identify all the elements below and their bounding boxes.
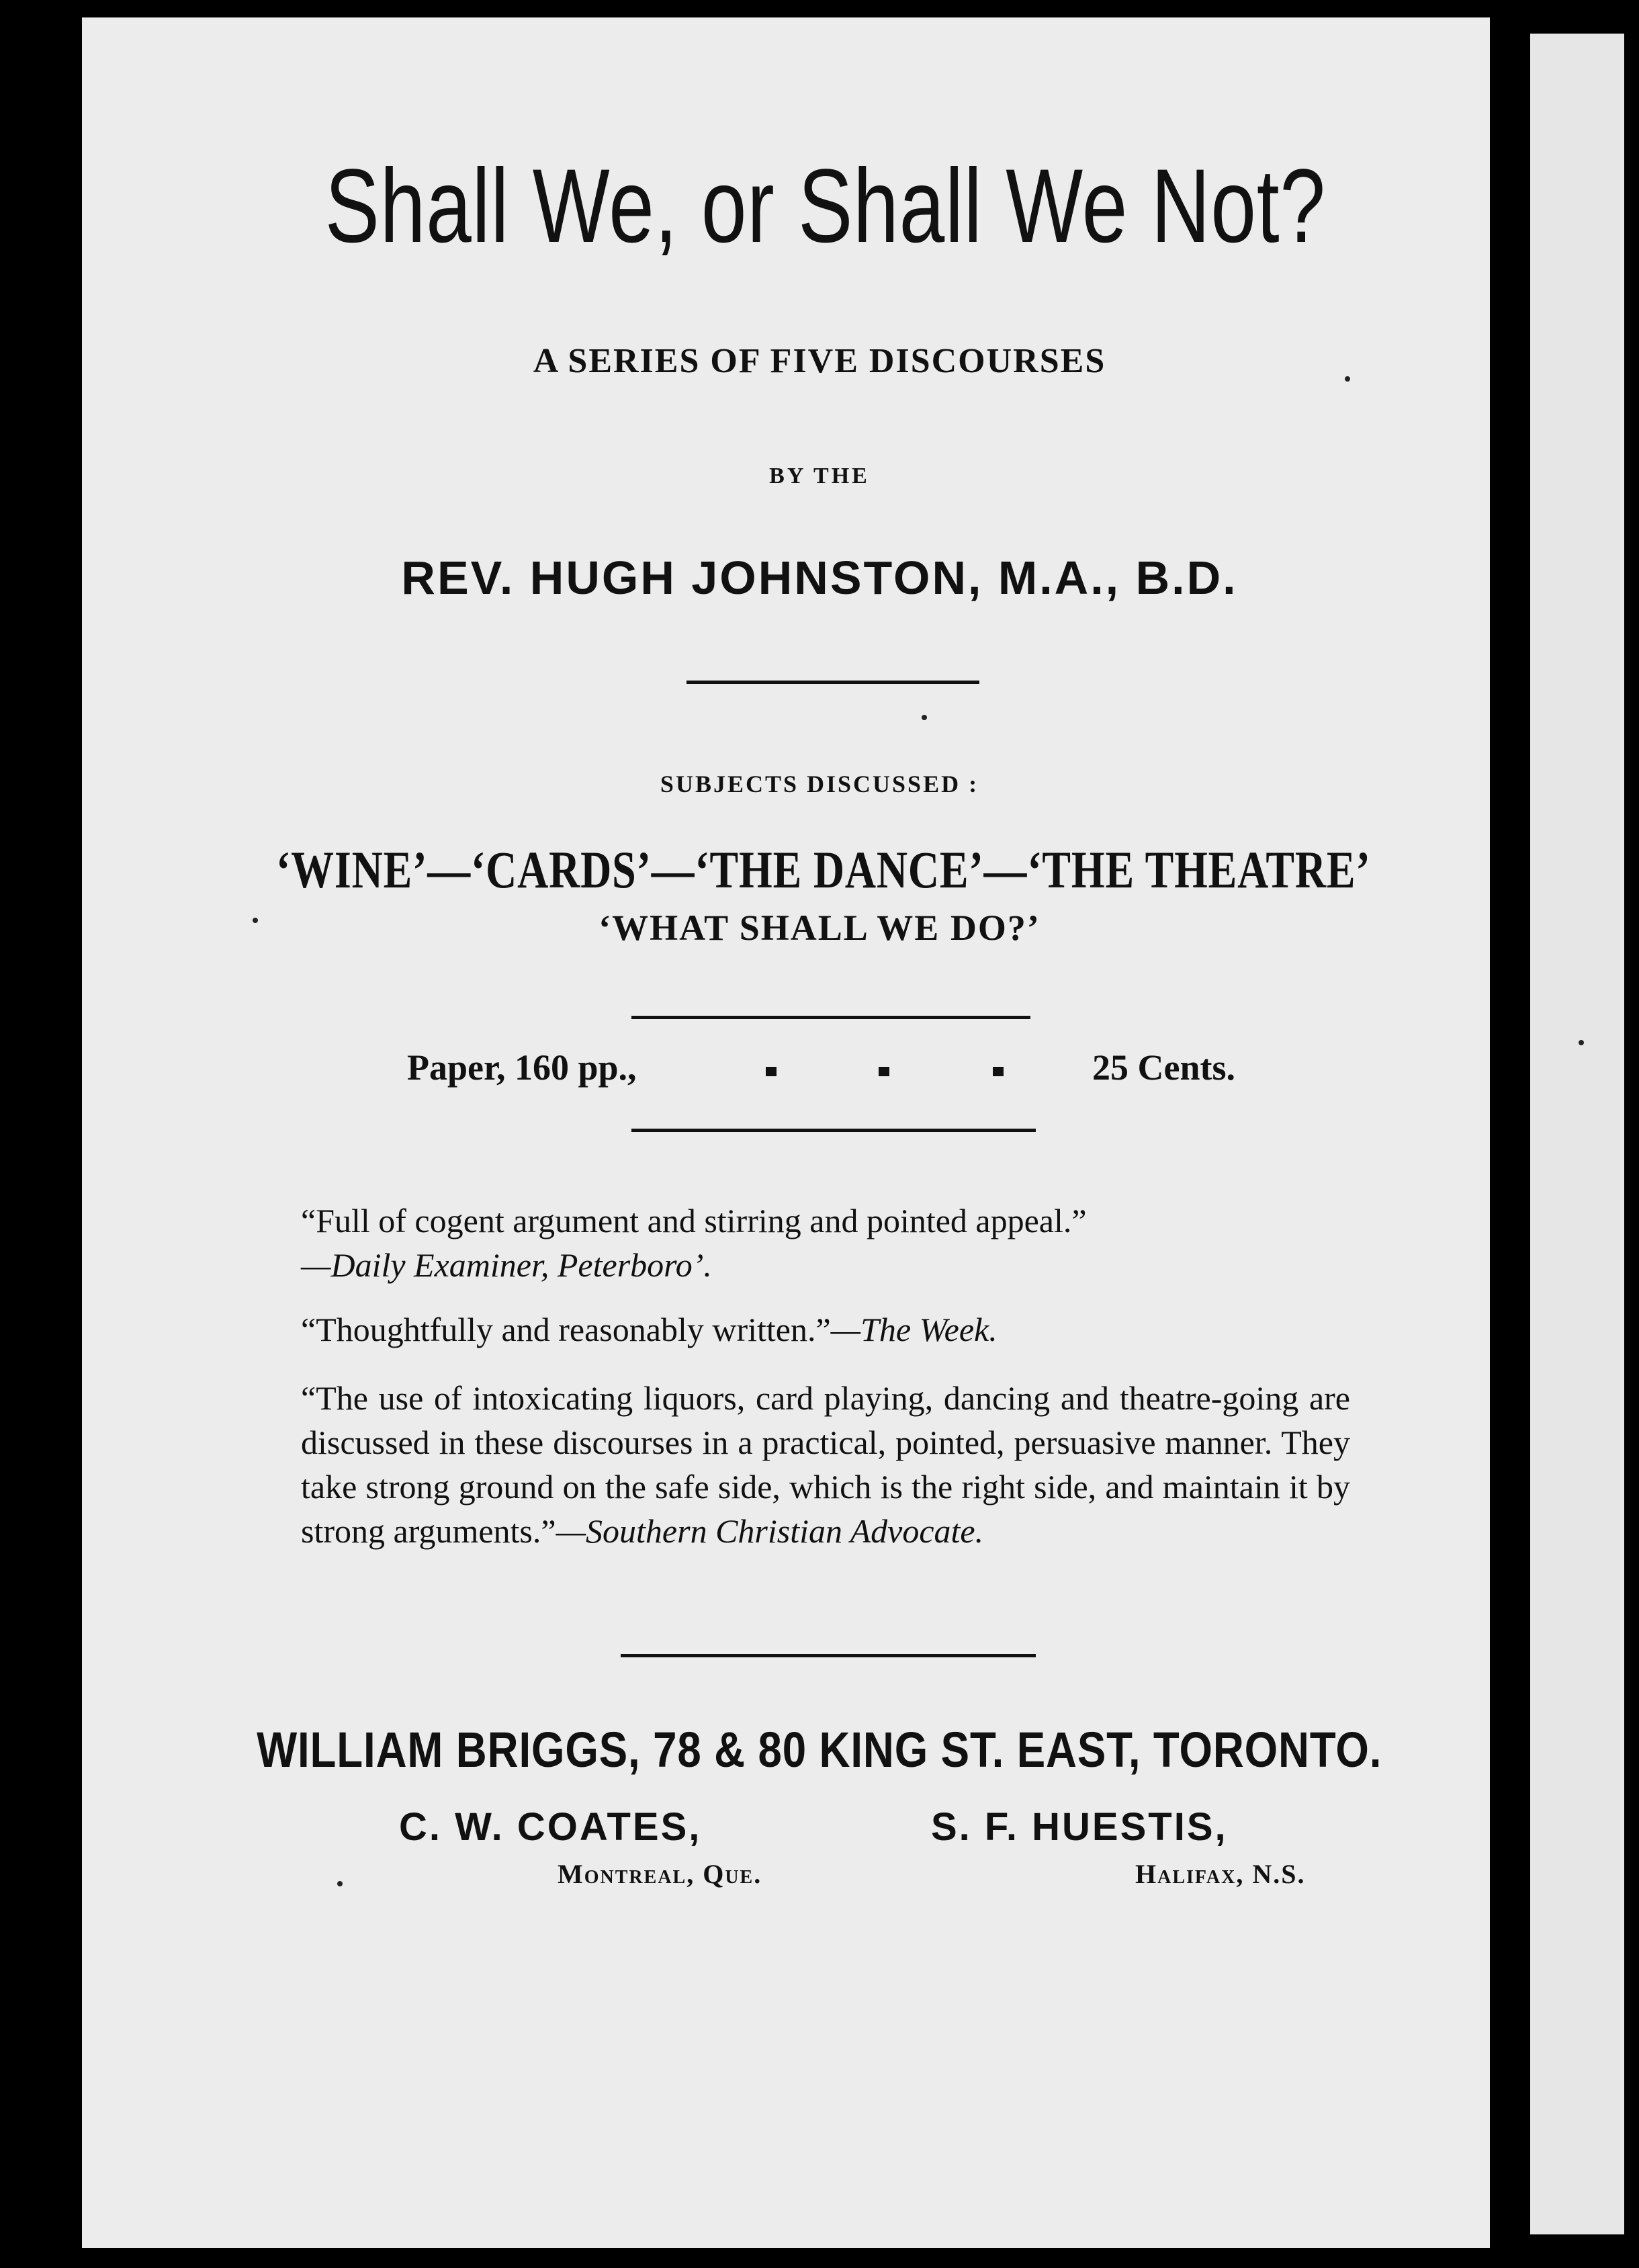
divider-rule-4 (621, 1654, 1036, 1657)
review-source: —The Week. (830, 1311, 998, 1348)
author-name: REV. HUGH JOHNSTON, M.A., B.D. (401, 552, 1238, 604)
agent-city-montreal: Montreal, Que. (558, 1859, 762, 1889)
print-speck (1345, 376, 1350, 382)
publisher-address: WILLIAM BRIGGS, 78 & 80 KING ST. EAST, TORONTO. (257, 1722, 1382, 1778)
leader-dot (879, 1067, 889, 1076)
price-amount: 25 Cents. (1092, 1047, 1235, 1088)
book-title: Shall We, or Shall We Not? (324, 148, 1326, 265)
agent-name-montreal: C. W. COATES, (399, 1805, 702, 1849)
leader-dot (993, 1067, 1004, 1076)
subjects-list: ‘WINE’—‘CARDS’—‘THE DANCE’—‘THE THEATRE’ (275, 840, 1371, 899)
review-source: —Southern Christian Advocate. (556, 1512, 984, 1550)
book-subtitle: A SERIES OF FIVE DISCOURSES (533, 342, 1106, 380)
review-quote-text: “The use of intoxicating liquors, card playing, dancing and theatre-going are discussed in these discourses in a practical, pointed, persuasive manner. They take strong ground on the safe side, which is the right side, and maintain it by strong arguments.” (301, 1379, 1350, 1550)
review-quote-text: “Thoughtfully and reasonably written.” (301, 1311, 831, 1348)
divider-rule-2 (631, 1016, 1030, 1019)
subjects-question: ‘WHAT SHALL WE DO?’ (599, 908, 1040, 948)
subjects-label: SUBJECTS DISCUSSED : (660, 771, 979, 797)
review-quote: “Full of cogent argument and stirring and pointed appeal.” (301, 1202, 1087, 1239)
print-speck (922, 715, 927, 720)
agent-name-halifax: S. F. HUESTIS, (931, 1805, 1228, 1849)
price-line (0, 1047, 1639, 1100)
price-format: Paper, 160 pp., (407, 1047, 637, 1088)
print-speck (1579, 1040, 1584, 1045)
print-speck (253, 918, 258, 923)
by-line: BY THE (769, 464, 870, 488)
review-quote (301, 1376, 1350, 1553)
agent-city-halifax: Halifax, N.S. (1135, 1859, 1306, 1889)
divider-rule-3 (631, 1129, 1036, 1132)
print-speck (337, 1881, 343, 1886)
review-quote (301, 1310, 1350, 1349)
leader-dot (766, 1067, 777, 1076)
divider-rule-1 (686, 681, 979, 684)
review-source: —Daily Examiner, Peterboro’. (301, 1246, 712, 1284)
